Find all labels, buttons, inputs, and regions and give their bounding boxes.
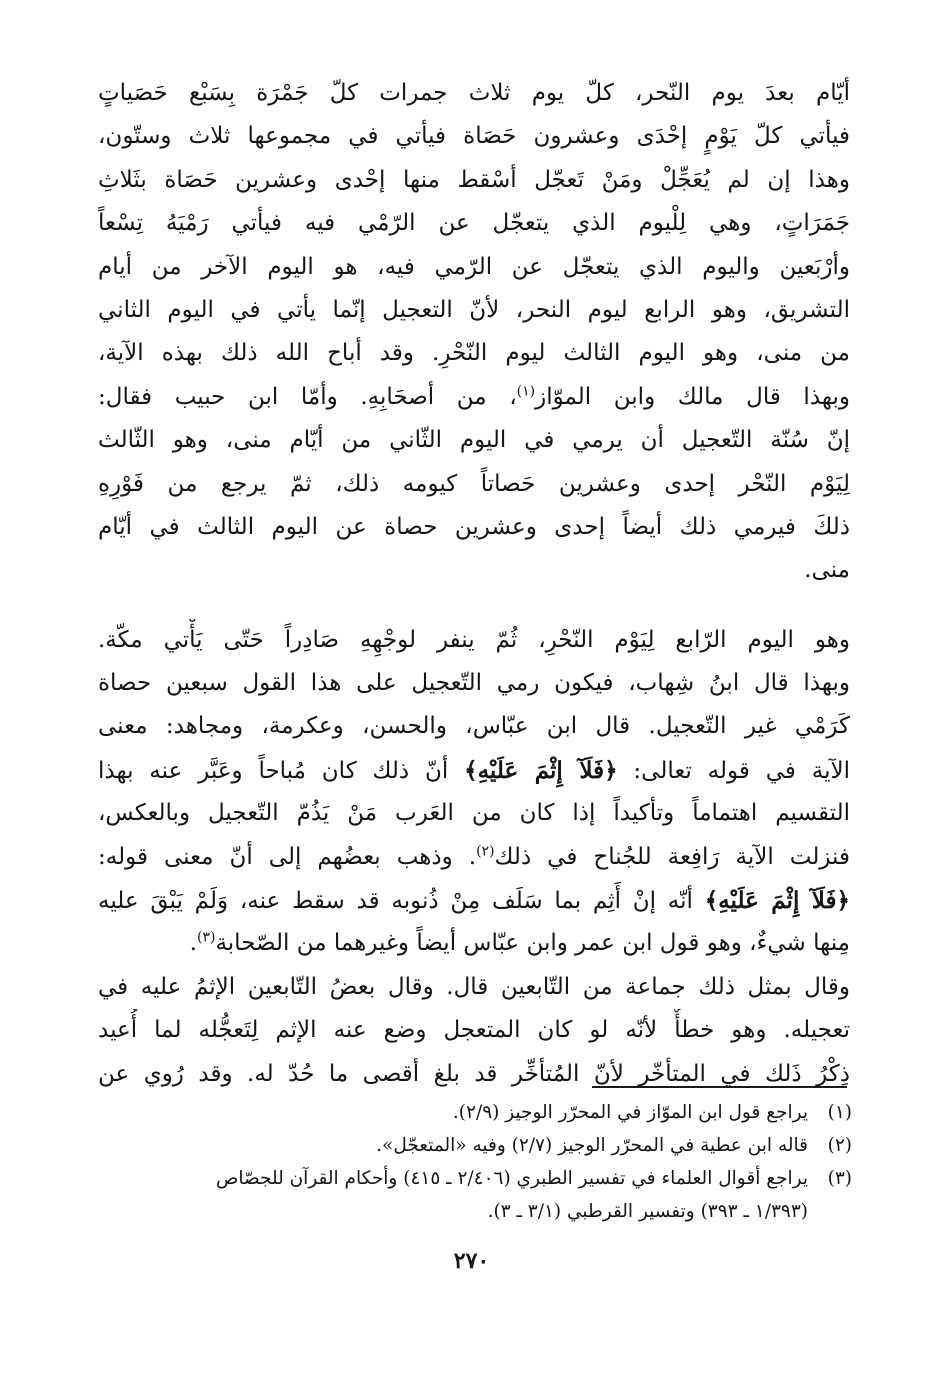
text-line bbox=[98, 749, 850, 792]
text-line: كَرَمْي غير التّعجيل. قال ابن عبّاس، والحسن، وعكرمة، ومجاهد: معنى bbox=[98, 713, 850, 740]
page-number: ٢٧٠ bbox=[453, 1248, 490, 1274]
footnote bbox=[92, 1096, 852, 1129]
footnote-number: (٢) bbox=[827, 1135, 852, 1156]
text-line: منى. bbox=[804, 557, 850, 584]
text-line bbox=[98, 922, 850, 965]
footnotes bbox=[92, 1096, 852, 1228]
footnote-text: يراجع قول ابن الموّاز في المحرّر الوجيز (٢/٩). bbox=[452, 1102, 808, 1123]
text-segment: مِنها شيءٌ، وهو قول ابن عمر وابن عبّاس أيضاً وغيرهما من الصّحابة bbox=[215, 930, 850, 957]
text-line: فيأتي كلّ يَوْمٍ إحْدَى وعشرون حَصَاة فيأتي في مجموعها ثلاث وستّون، bbox=[98, 123, 850, 150]
footnote-number: (١) bbox=[827, 1102, 852, 1123]
text-line: ذِكْرُ ذَلك في المتأخّر لأنّ المُتأخِّر قد بلغ أقصى ما حُدّ له. وقد رُوي عن bbox=[98, 1060, 850, 1087]
footnote bbox=[92, 1162, 852, 1195]
quran-verse: ﴿فَلَآ إِثْمَ عَلَيْهِ﴾ bbox=[704, 887, 850, 915]
footnote-number bbox=[808, 1195, 852, 1228]
text-segment: وبهذا قال مالك وابن الموّاز bbox=[535, 383, 850, 410]
text-segment: الآية في قوله تعالى: bbox=[633, 757, 850, 784]
text-line: ذلكَ فيرمي ذلك أيضاً إحدى وعشرين حصاة عن اليوم الثالث في أيّام bbox=[98, 513, 850, 540]
text-line bbox=[98, 879, 850, 922]
text-segment: أنّ ذلك كان مُباحاً وعَبَّر عنه بهذا bbox=[98, 757, 449, 784]
text-line bbox=[98, 836, 850, 879]
text-line: لِيَوْم النّحْر إحدى وعشرين حَصاتاً كيومه ذلك، ثمّ يرجع من فَوْرِهِ bbox=[98, 470, 850, 497]
text-line: إنّ سُنّة التّعجيل أن يرمي في اليوم الثّاني من أيّام منى، وهو الثّالث bbox=[98, 427, 850, 454]
text-line: وقال بمثل ذلك جماعة من التّابعين قال. وقال بعضُ التّابعين الإثمُ عليه في bbox=[98, 973, 850, 1000]
text-line: التشريق، وهو الرابع ليوم النحر، لأنّ التعجيل إنّما يأتي في اليوم الثاني bbox=[98, 296, 850, 323]
footnote-text: (١/٣٩٣ ـ ٣٩٣) وتفسير القرطبي (٣/١ ـ ٣). bbox=[487, 1201, 808, 1222]
text-line: التقسيم اهتماماً وتأكيداً إذا كان من العَرب مَنْ يَذُمّ التّعجيل وبالعكس، bbox=[98, 800, 850, 827]
footnote-divider bbox=[592, 1086, 847, 1088]
text-segment: . وذهب بعضُهم إلى أنّ معنى قوله: bbox=[98, 843, 477, 870]
footnote-reference: (٢) bbox=[476, 842, 495, 859]
main-text bbox=[98, 72, 850, 1096]
text-segment: . bbox=[189, 930, 197, 957]
text-line: جَمَرَاتٍ، وهي لِلْيوم الذي يتعجّل عن الرّمْي فيه فيأتي رَمْيَهُ تِسْعاً bbox=[98, 210, 850, 237]
text-line bbox=[98, 376, 850, 419]
text-segment: فنزلت الآية رَافِعة للجُناح في ذلك bbox=[494, 843, 850, 870]
footnote-reference: (١) bbox=[516, 383, 536, 400]
footnote-number: (٣) bbox=[827, 1168, 852, 1189]
footnote-reference: (٣) bbox=[196, 929, 216, 946]
text-line: وأرْبَعين واليوم الذي يتعجّل عن الرّمي فيه، هو اليوم الآخر من أيام bbox=[98, 253, 850, 280]
text-line: وبهذا قال ابنُ شِهاب، فيكون رمي التّعجيل على هذا القول سبعين حصاة bbox=[98, 670, 850, 697]
text-line: وهو اليوم الرّابع لِيَوْم النّحْرِ، ثُمّ ينفر لوجْهِهِ صَادِراً حَتّى يَأْتي مكّة. bbox=[98, 626, 850, 653]
text-segment: ، من أصحَابِهِ. وأمّا ابن حبيب فقال: bbox=[98, 383, 517, 410]
footnote-text: قاله ابن عطية في المحرّر الوجيز (٢/٧) وفيه «المتعجّل». bbox=[376, 1135, 808, 1156]
text-line: وهذا إن لم يُعَجِّلْ ومَنْ تَعجّل أسْقط منها إحْدى وعشرين حَصَاة بثَلاثِ bbox=[98, 166, 850, 193]
footnote bbox=[92, 1195, 852, 1228]
footnote bbox=[92, 1129, 852, 1162]
text-segment: أنّه إنْ أَثِم بما سَلَف مِنْ ذُنوبه قد سقط عنه، وَلَمْ يَبْقَ عليه bbox=[98, 888, 693, 915]
footnote-text: يراجع أقوال العلماء في تفسير الطبري (٢/٤٠٦ ـ ٤١٥) وأحكام القرآن للجصّاص bbox=[215, 1168, 808, 1189]
text-line: تعجيله. وهو خطأٌ لأنّه لو كان المتعجل وضع عنه الإثم لِتَعجُّله لما أُعيد bbox=[98, 1017, 850, 1044]
paragraph-gap bbox=[98, 593, 850, 619]
text-line: أيّام بعدَ يوم النّحر، كلّ يوم ثلاث جمرات كلّ جَمْرَة بِسَبْع حَصَياتٍ bbox=[98, 80, 850, 106]
quran-verse: ﴿فَلَآ إِثْمَ عَلَيْهِ﴾ bbox=[464, 756, 618, 784]
text-line: من منى، وهو اليوم الثالث ليوم النّحْرِ. وقد أباح الله ذلك بهذه الآية، bbox=[98, 340, 850, 367]
